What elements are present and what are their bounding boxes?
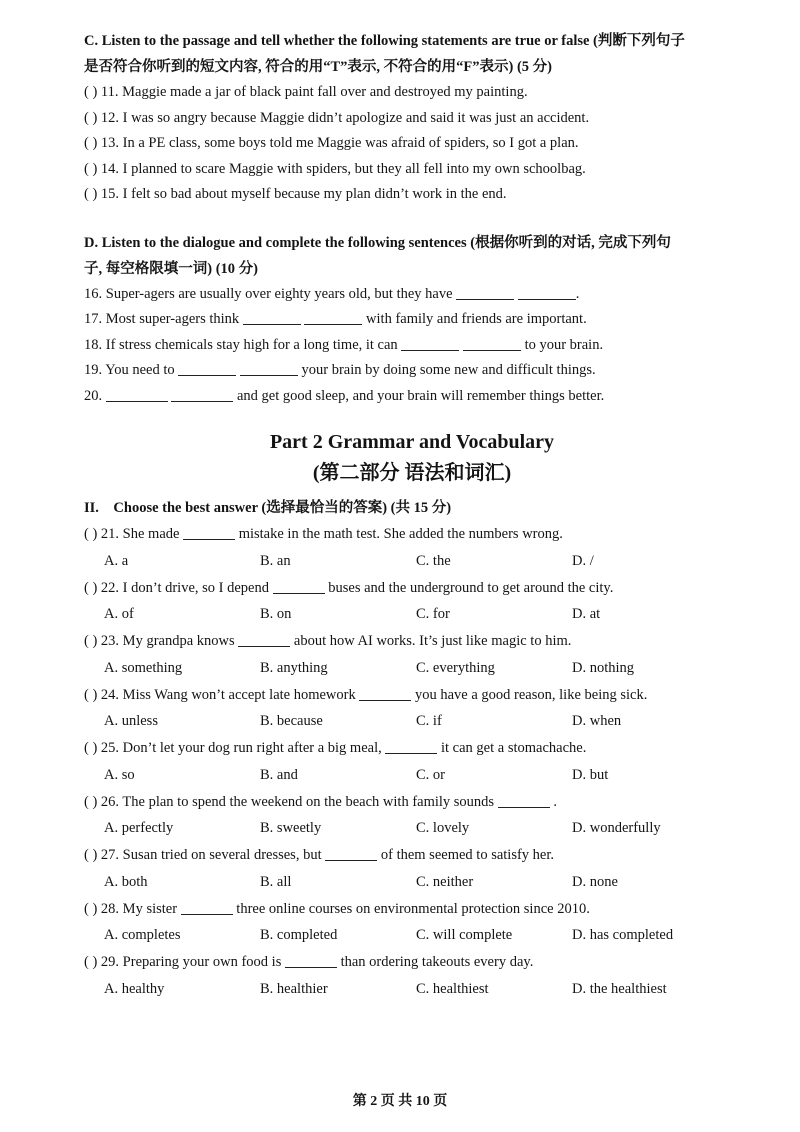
option-d[interactable]: D. at: [572, 606, 601, 622]
option-d[interactable]: D. but: [572, 766, 609, 783]
question-blank: [498, 795, 550, 808]
section-d-heading: D. Listen to the dialogue and complete the following sentences (根据你听到的对话, 完成下列句: [84, 234, 671, 251]
option-d[interactable]: D. has completed: [572, 927, 674, 943]
question-text: 24. Miss Wang won’t accept late homework: [100, 686, 356, 703]
question-26: [84, 789, 740, 816]
option-a[interactable]: A. so: [104, 766, 135, 783]
question-29: [84, 949, 740, 976]
sentence-16: 16. Super-agers are usually over eighty years old, but they have .: [84, 285, 580, 302]
page-number: 第 2 页 共 10 页: [352, 1094, 448, 1109]
option-d[interactable]: D. wonderfully: [572, 820, 661, 836]
question-27: [84, 842, 740, 869]
answer-blank[interactable]: [171, 389, 233, 402]
sentence-19: 19. You need to your brain by doing some new and difficult things.: [84, 362, 596, 378]
answer-blank[interactable]: [304, 312, 362, 325]
option-d[interactable]: D. none: [572, 873, 618, 890]
answer-parenthesis[interactable]: ( ): [84, 900, 98, 917]
sentence-20: 20. and get good sleep, and your brain will remember things better.: [84, 387, 605, 404]
option-c[interactable]: C. the: [416, 552, 451, 569]
question-blank: [183, 527, 235, 540]
question-text-end: about how AI works. It’s just like magic to him.: [293, 633, 572, 649]
option-c[interactable]: C. if: [416, 713, 442, 729]
option-b[interactable]: B. healthier: [260, 980, 328, 997]
options-row: [84, 601, 740, 628]
part-2-subtitle: (第二部分 语法和词汇): [312, 462, 512, 484]
question-text: 27. Susan tried on several dresses, but: [100, 847, 322, 863]
answer-blank[interactable]: [243, 312, 301, 325]
question-text-end: three online courses on environmental protection since 2010.: [236, 900, 590, 917]
question-blank: [385, 741, 437, 754]
question-list: [84, 521, 740, 1003]
answer-parenthesis[interactable]: ( ): [84, 526, 98, 542]
answer-blank[interactable]: [240, 363, 298, 376]
section-c-heading: C. Listen to the passage and tell whether the following statements are true or false (判断下列句子: [84, 33, 685, 49]
option-d[interactable]: D. nothing: [572, 659, 635, 676]
section-d: [84, 230, 740, 410]
question-blank: [238, 634, 290, 647]
option-b[interactable]: B. an: [260, 552, 291, 569]
question-blank: [359, 688, 411, 701]
question-23: [84, 628, 740, 655]
options-row: [84, 762, 740, 789]
option-d[interactable]: D. when: [572, 713, 622, 729]
option-c[interactable]: C. neither: [416, 873, 474, 890]
question-blank: [325, 848, 377, 861]
option-b[interactable]: B. all: [260, 873, 292, 890]
sentence-18: 18. If stress chemicals stay high for a long time, it can to your brain.: [84, 336, 604, 353]
statement-11: ( ) 11. Maggie made a jar of black paint fall over and destroyed my painting.: [84, 84, 528, 100]
statement-13: ( ) 13. In a PE class, some boys told me Maggie was afraid of spiders, so I got a plan.: [84, 135, 579, 151]
question-text-end: .: [553, 793, 557, 810]
options-row: [84, 548, 740, 575]
option-c[interactable]: C. everything: [416, 659, 495, 676]
part-2-title: Part 2 Grammar and Vocabulary: [269, 431, 555, 453]
question-text-end: than ordering takeouts every day.: [340, 954, 534, 970]
statement-15: ( ) 15. I felt so bad about myself because my plan didn’t work in the end.: [84, 186, 507, 202]
option-a[interactable]: A. completes: [104, 927, 181, 943]
question-blank: [273, 581, 325, 594]
option-b[interactable]: B. sweetly: [260, 820, 322, 836]
question-text-end: it can get a stomachache.: [440, 740, 587, 756]
answer-blank[interactable]: [178, 363, 236, 376]
question-blank: [285, 955, 337, 968]
question-text: 29. Preparing your own food is: [100, 954, 282, 970]
options-row: [84, 976, 740, 1003]
question-text-end: you have a good reason, like being sick.: [414, 686, 648, 703]
section-c: [84, 28, 740, 208]
option-a[interactable]: A. both: [104, 873, 148, 890]
option-a[interactable]: A. healthy: [104, 980, 165, 997]
statement-12: ( ) 12. I was so angry because Maggie didn’t apologize and said it was just an accident.: [84, 109, 590, 126]
option-d[interactable]: D. the healthiest: [572, 980, 667, 997]
option-c[interactable]: C. for: [416, 606, 450, 622]
answer-blank[interactable]: [456, 287, 514, 300]
option-c[interactable]: C. or: [416, 766, 445, 783]
answer-parenthesis[interactable]: ( ): [84, 579, 98, 596]
options-row: [84, 815, 740, 842]
section-d-heading-cont: 子, 每空格限填一词) (10 分): [84, 260, 258, 277]
option-b[interactable]: B. on: [260, 606, 292, 622]
answer-blank[interactable]: [463, 338, 521, 351]
options-row: [84, 869, 740, 896]
question-text: 28. My sister: [100, 900, 178, 917]
options-row: [84, 708, 740, 735]
option-b[interactable]: B. and: [260, 766, 298, 783]
option-a[interactable]: A. something: [104, 659, 183, 676]
answer-blank[interactable]: [401, 338, 459, 351]
option-a[interactable]: A. of: [104, 606, 134, 622]
option-a[interactable]: A. unless: [104, 713, 158, 729]
question-text: 22. I don’t drive, so I depend: [100, 579, 269, 596]
answer-parenthesis[interactable]: ( ): [84, 847, 98, 863]
question-text: 26. The plan to spend the weekend on the beach with family sounds: [100, 793, 495, 810]
section-ii-heading: II. Choose the best answer (选择最恰当的答案) (共 15 分): [84, 500, 452, 516]
option-c[interactable]: C. healthiest: [416, 980, 489, 997]
option-b[interactable]: B. because: [260, 713, 323, 729]
answer-parenthesis[interactable]: ( ): [84, 740, 98, 756]
option-b[interactable]: B. anything: [260, 659, 328, 676]
options-row: [84, 922, 740, 949]
option-a[interactable]: A. perfectly: [104, 820, 174, 836]
option-c[interactable]: C. will complete: [416, 927, 513, 943]
question-text-end: mistake in the math test. She added the numbers wrong.: [238, 526, 563, 542]
options-row: [84, 655, 740, 682]
answer-parenthesis[interactable]: ( ): [84, 686, 98, 703]
question-text: 25. Don’t let your dog run right after a big meal,: [100, 740, 382, 756]
answer-parenthesis[interactable]: ( ): [84, 954, 98, 970]
section-c-heading-cont: 是否符合你听到的短文内容, 符合的用“T”表示, 不符合的用“F”表示) (5 分): [84, 59, 553, 75]
question-24: [84, 682, 740, 709]
option-b[interactable]: B. completed: [260, 927, 338, 943]
question-22: [84, 575, 740, 602]
question-blank: [181, 902, 233, 915]
question-text: 23. My grandpa knows: [100, 633, 235, 649]
answer-blank[interactable]: [518, 287, 576, 300]
sentence-17: 17. Most super-agers think with family and friends are important.: [84, 311, 587, 327]
answer-parenthesis[interactable]: ( ): [84, 633, 98, 649]
question-text-end: buses and the underground to get around the city.: [328, 579, 614, 596]
question-25: [84, 735, 740, 762]
answer-blank[interactable]: [106, 389, 168, 402]
question-text: 21. She made: [100, 526, 180, 542]
statement-14: ( ) 14. I planned to scare Maggie with spiders, but they all fell into my own schoolbag.: [84, 160, 586, 177]
question-text-end: of them seemed to satisfy her.: [380, 847, 555, 863]
option-c[interactable]: C. lovely: [416, 820, 470, 836]
option-a[interactable]: A. a: [104, 552, 129, 569]
answer-parenthesis[interactable]: ( ): [84, 793, 98, 810]
question-21: [84, 521, 740, 548]
option-d[interactable]: D. /: [572, 552, 594, 569]
question-28: [84, 896, 740, 923]
